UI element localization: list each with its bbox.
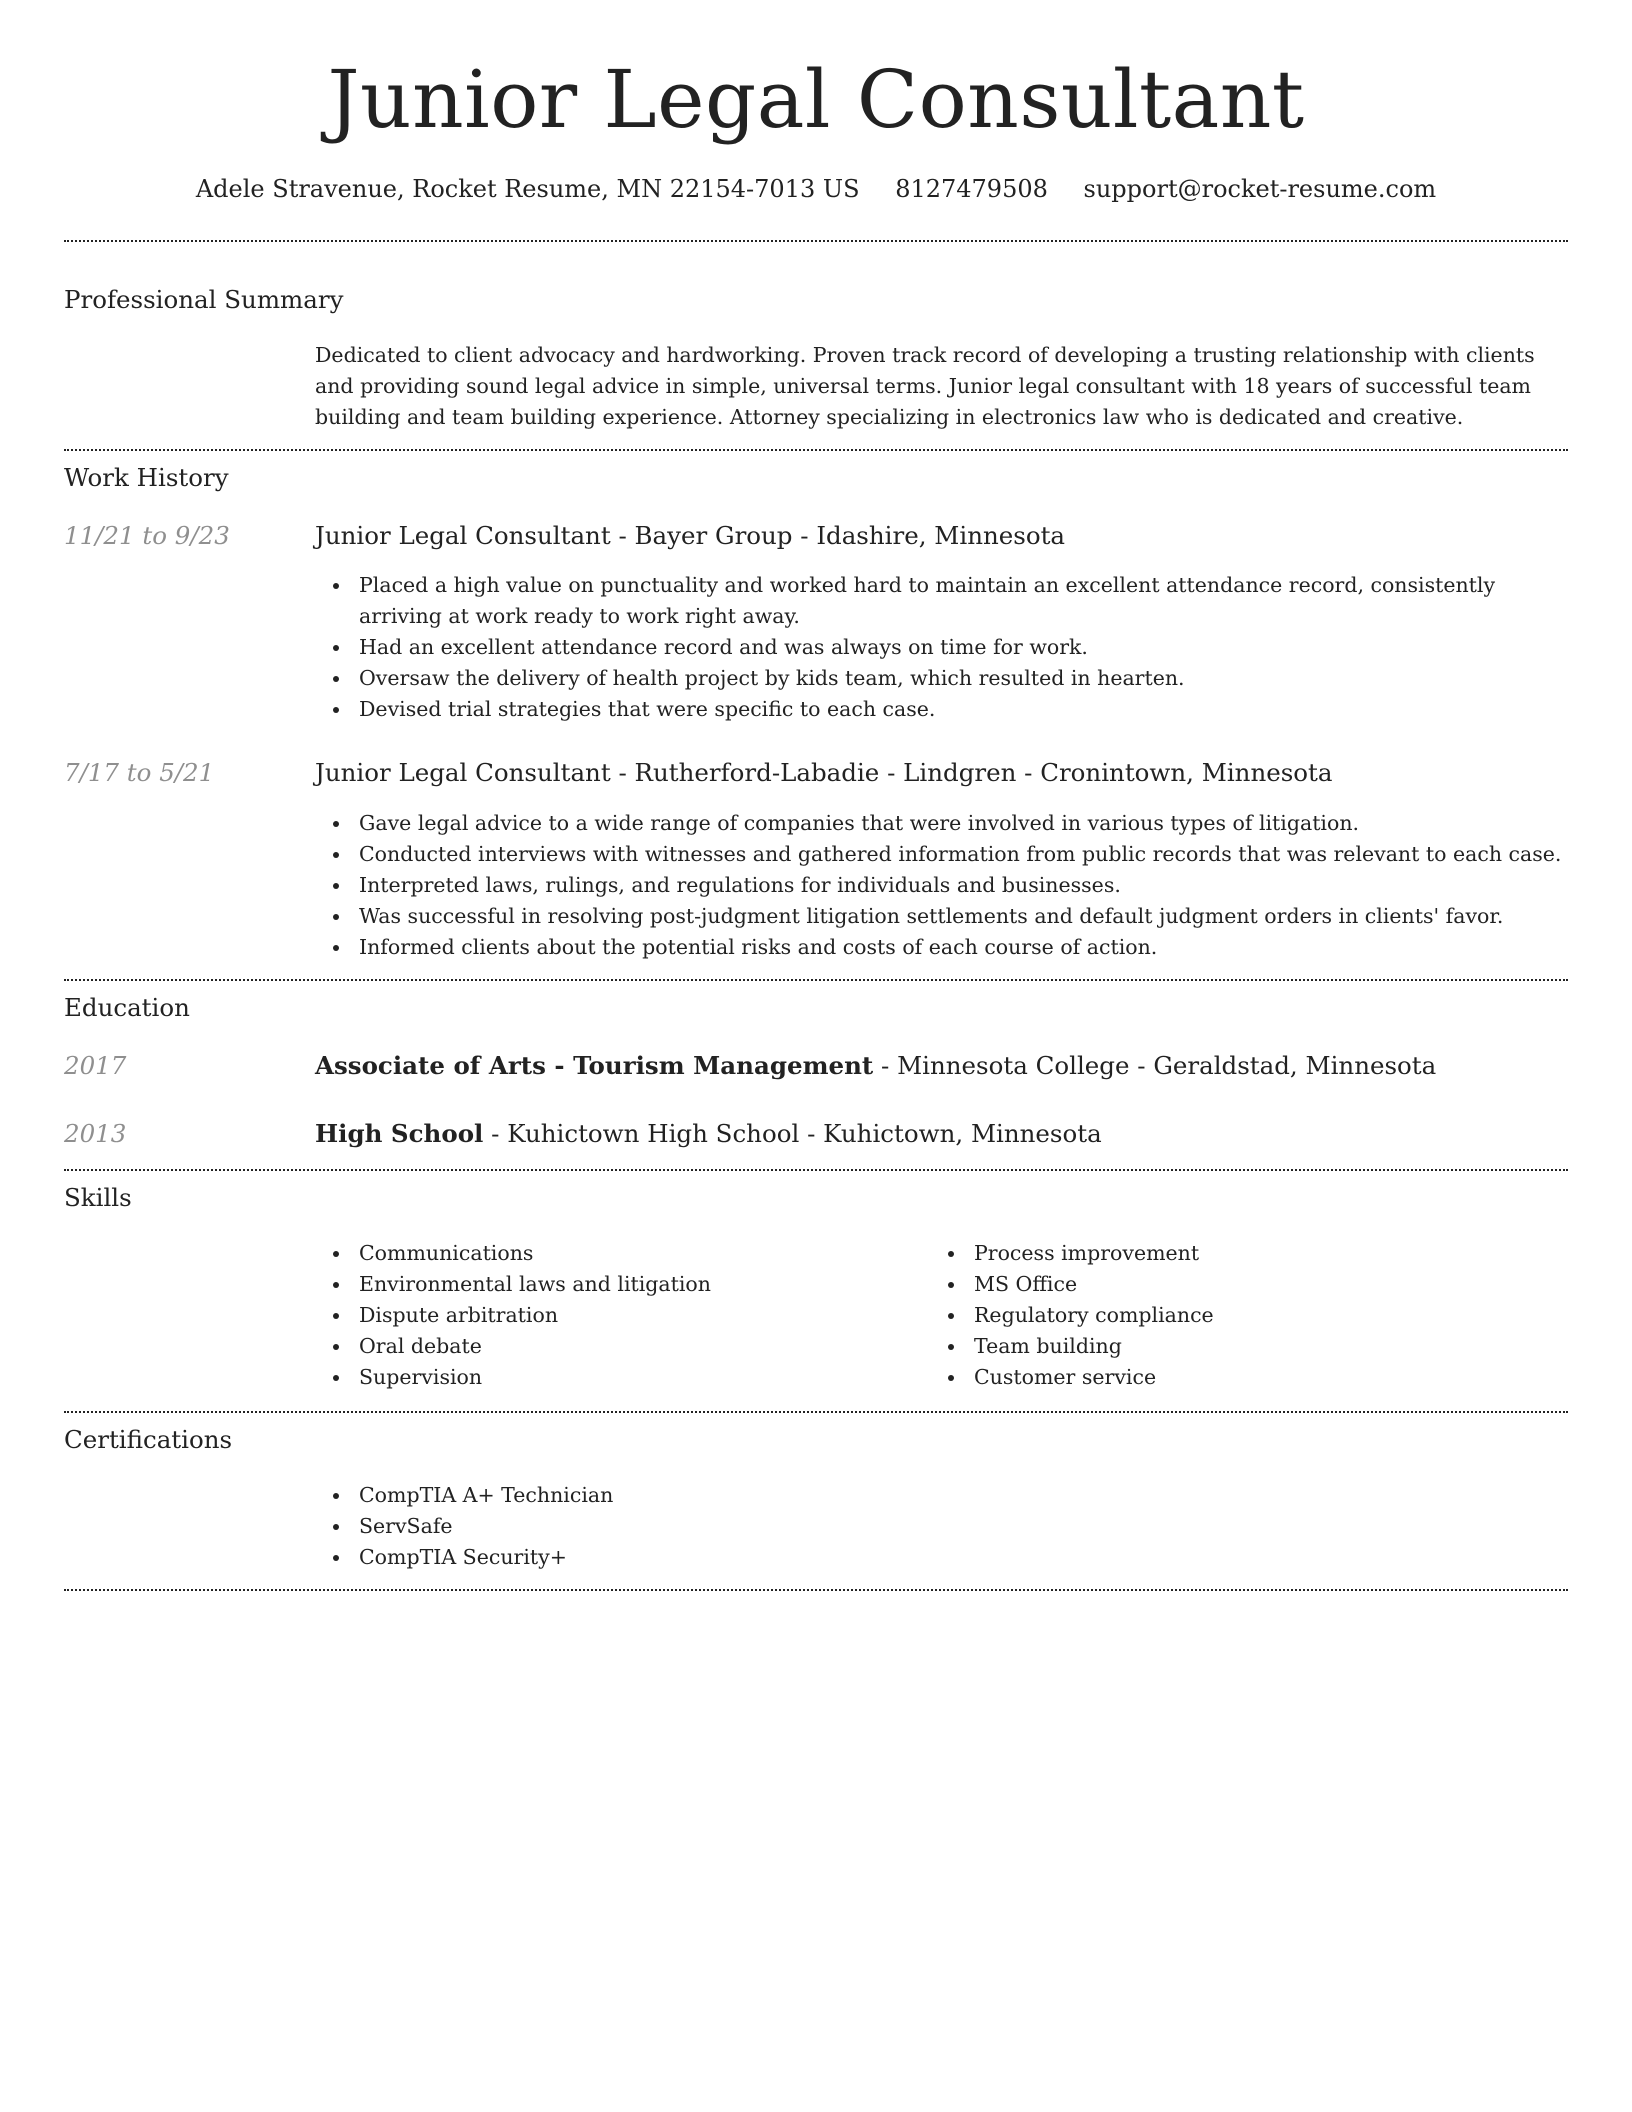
section-divider	[64, 1589, 1568, 1591]
section-divider	[64, 979, 1568, 981]
work-history-heading: Work History	[64, 463, 229, 492]
list-item: Gave legal advice to a wide range of companies that were involved in various types of litigation.	[359, 808, 1599, 839]
resume-title: Junior Legal Consultant	[327, 53, 1305, 146]
job-details: - Bayer Group - Idashire, Minnesota	[610, 521, 1066, 550]
list-item: Was successful in resolving post-judgment litigation settlements and default judgment orders in clients' favor.	[359, 901, 1599, 932]
list-item: Informed clients about the potential risks and costs of each course of action.	[359, 932, 1599, 963]
list-item: Process improvement	[974, 1238, 1534, 1269]
list-item: Placed a high value on punctuality and worked hard to maintain an excellent attendance record, consistently arriving at work ready to work right away.	[359, 570, 1584, 632]
certifications-list	[315, 1480, 959, 1573]
list-item: ServSafe	[359, 1511, 959, 1542]
education-year: 2017	[64, 1051, 127, 1080]
list-item: Communications	[359, 1238, 919, 1269]
list-item: CompTIA A+ Technician	[359, 1480, 959, 1511]
job-dates: 11/21 to 9/23	[64, 521, 230, 550]
contact-address: Adele Stravenue, Rocket Resume, MN 22154-7013 US	[195, 175, 860, 203]
list-item: Oral debate	[359, 1331, 919, 1362]
education-details: - Kuhictown High School - Kuhictown, Minnesota	[483, 1119, 1102, 1148]
list-item: Interpreted laws, rulings, and regulations for individuals and businesses.	[359, 870, 1599, 901]
list-item: MS Office	[974, 1269, 1534, 1300]
job-dates: 7/17 to 5/21	[64, 758, 215, 787]
skills-list-left	[315, 1238, 919, 1393]
job-title	[315, 756, 1333, 790]
education-degree: Associate of Arts - Tourism Management	[315, 1051, 874, 1080]
summary-text: Dedicated to client advocacy and hardworking. Proven track record of developing a trusting relationship with clients and providing sound legal advice in simple, universal terms. Junior legal consultant with 18 years of successful team building and team building experience. Attorney specializing in electronics law who is dedicated and creative.	[315, 343, 1535, 429]
job-bullet-list	[315, 808, 1599, 963]
list-item: Oversaw the delivery of health project by kids team, which resulted in hearten.	[359, 663, 1584, 694]
job-position: Junior Legal Consultant	[315, 521, 611, 550]
job-title	[315, 519, 1065, 553]
skills-heading: Skills	[64, 1183, 132, 1212]
list-item: Regulatory compliance	[974, 1300, 1534, 1331]
list-item: CompTIA Security+	[359, 1542, 959, 1573]
summary-heading: Professional Summary	[64, 285, 344, 314]
list-item: Had an excellent attendance record and was always on time for work.	[359, 632, 1584, 663]
education-heading: Education	[64, 993, 190, 1022]
section-divider	[64, 449, 1568, 451]
list-item: Team building	[974, 1331, 1534, 1362]
job-bullet-list	[315, 570, 1584, 725]
list-item: Customer service	[974, 1362, 1534, 1393]
list-item: Conducted interviews with witnesses and gathered information from public records that was relevant to each case.	[359, 839, 1599, 870]
education-entry	[315, 1117, 1102, 1151]
section-divider	[64, 1411, 1568, 1413]
list-item: Supervision	[359, 1362, 919, 1393]
education-details: - Minnesota College - Geraldstad, Minnesota	[873, 1051, 1437, 1080]
job-details: - Rutherford-Labadie - Lindgren - Cronintown, Minnesota	[610, 758, 1333, 787]
education-entry	[315, 1049, 1436, 1083]
list-item: Dispute arbitration	[359, 1300, 919, 1331]
list-item: Environmental laws and litigation	[359, 1269, 919, 1300]
list-item: Devised trial strategies that were specific to each case.	[359, 694, 1584, 725]
contact-email: support@rocket-resume.com	[1083, 175, 1437, 203]
section-divider	[64, 240, 1568, 242]
job-position: Junior Legal Consultant	[315, 758, 611, 787]
certifications-heading: Certifications	[64, 1425, 233, 1454]
contact-info	[64, 171, 1568, 207]
education-year: 2013	[64, 1119, 127, 1148]
education-degree: High School	[315, 1119, 484, 1148]
contact-phone: 8127479508	[895, 175, 1048, 203]
section-divider	[64, 1169, 1568, 1171]
skills-list-right	[930, 1238, 1534, 1393]
